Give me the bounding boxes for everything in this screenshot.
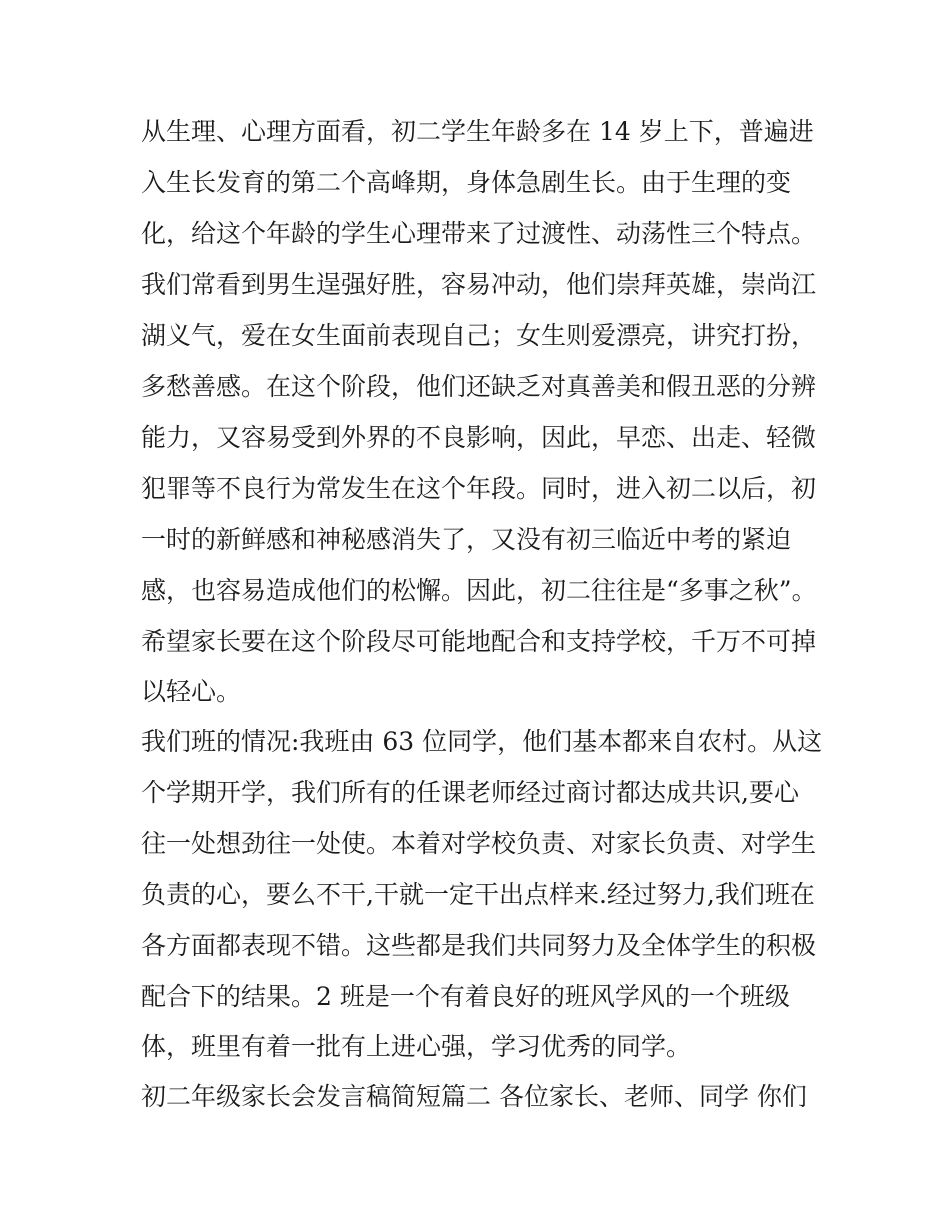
text-line: 化，给这个年龄的学生心理带来了过渡性、动荡性三个特点。 <box>141 219 817 248</box>
text-line: 一时的新鲜感和神秘感消失了，又没有初三临近中考的紧迫 <box>141 525 792 554</box>
text-line: 体，班里有着一批有上进心强，学习优秀的同学。 <box>141 1032 692 1061</box>
text-line: 往一处想劲往一处使。本着对学校负责、对家长负责、对学生 <box>141 829 817 858</box>
text-line: 从生理、心理方面看，初二学生年龄多在 14 岁上下，普遍进 <box>141 117 814 146</box>
text-line: 入生长发育的第二个高峰期，身体急剧生长。由于生理的变 <box>141 168 792 197</box>
text-line: 我们班的情况:我班由 63 位同学，他们基本都来自农村。从这 <box>141 727 823 756</box>
text-line: 配合下的结果。2 班是一个有着良好的班风学风的一个班级 <box>141 982 790 1011</box>
text-line: 初二年级家长会发言稿简短篇二 各位家长、老师、同学 你们 <box>141 1082 807 1111</box>
text-line: 希望家长要在这个阶段尽可能地配合和支持学校，千万不可掉 <box>141 627 817 656</box>
text-line: 能力，又容易受到外界的不良影响，因此，早恋、出走、轻微 <box>141 423 817 452</box>
text-line: 个学期开学，我们所有的任课老师经过商讨都达成共识,要心 <box>141 778 799 807</box>
text-line: 以轻心。 <box>141 677 242 706</box>
text-line: 犯罪等不良行为常发生在这个年段。同时，进入初二以后，初 <box>141 474 817 503</box>
text-line: 多愁善感。在这个阶段，他们还缺乏对真善美和假丑恶的分辨 <box>141 372 817 401</box>
text-line: 感，也容易造成他们的松懈。因此，初二往往是“多事之秋”。 <box>141 576 817 605</box>
text-line: 负责的心，要么不干,干就一定干出点样来.经过努力,我们班在 <box>141 880 815 909</box>
body-text <box>141 106 821 1122</box>
text-line: 各方面都表现不错。这些都是我们共同努力及全体学生的积极 <box>141 931 817 960</box>
text-line: 我们常看到男生逞强好胜，容易冲动，他们崇拜英雄，崇尚江 <box>141 270 817 299</box>
text-line: 湖义气，爱在女生面前表现自己；女生则爱漂亮，讲究打扮， <box>141 321 817 350</box>
